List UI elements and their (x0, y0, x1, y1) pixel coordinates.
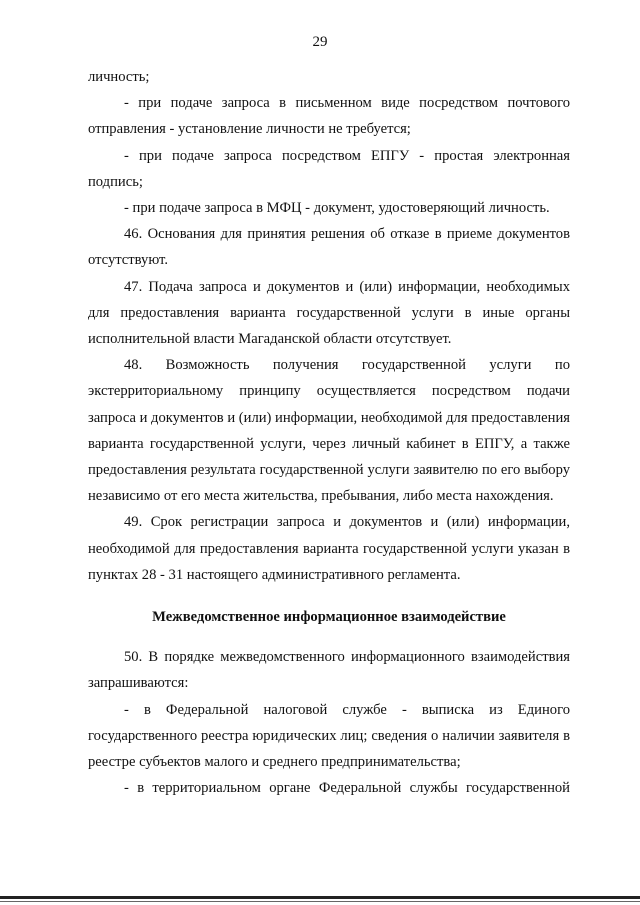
document-body (88, 64, 570, 801)
section-heading: Межведомственное информационное взаимодействие (152, 609, 506, 626)
page-number: 29 (312, 34, 328, 50)
paragraph: - при подаче запроса в МФЦ - документ, удостоверяющий личность. (124, 200, 550, 217)
paragraph: 48. Возможность получения государственной услуги по экстерриториальному принципу осуществляется посредством подачи запроса и документов и (или) информации, необходимой для предоставления варианта государственной услуги, через личный кабинет в ЕПГУ, а также предоставления результата государственной услуги заявителю по его выбору независимо от его места жительства, пребывания, либо места нахождения. (88, 357, 570, 505)
paragraph: личность; (88, 69, 150, 85)
paragraph: 50. В порядке межведомственного информационного взаимодействия запрашиваются: (88, 649, 570, 692)
paragraph: - при подаче запроса в письменном виде посредством почтового отправления - установление личности не требуется; (88, 95, 570, 138)
paragraph: 46. Основания для принятия решения об отказе в приеме документов отсутствуют. (88, 226, 570, 269)
bottom-scan-edge-thin (0, 901, 640, 902)
paragraph: 49. Срок регистрации запроса и документов и (или) информации, необходимой для предоставления варианта государственной услуги указан в пунктах 28 - 31 настоящего административного регламента. (88, 514, 570, 583)
paragraph: - в Федеральной налоговой службе - выписка из Единого государственного реестра юридических лиц; сведения о наличии заявителя в реестре субъектов малого и среднего предпринимательства; (88, 701, 570, 771)
paragraph: - при подаче запроса посредством ЕПГУ - простая электронная подпись; (88, 147, 570, 190)
paragraph: 47. Подача запроса и документов и (или) информации, необходимых для предоставления варианта государственной услуги в иные органы исполнительной власти Магаданской области отсутствует. (88, 278, 570, 348)
paragraph: - в территориальном органе Федеральной службы государственной (124, 780, 570, 797)
bottom-scan-edge (0, 896, 640, 899)
